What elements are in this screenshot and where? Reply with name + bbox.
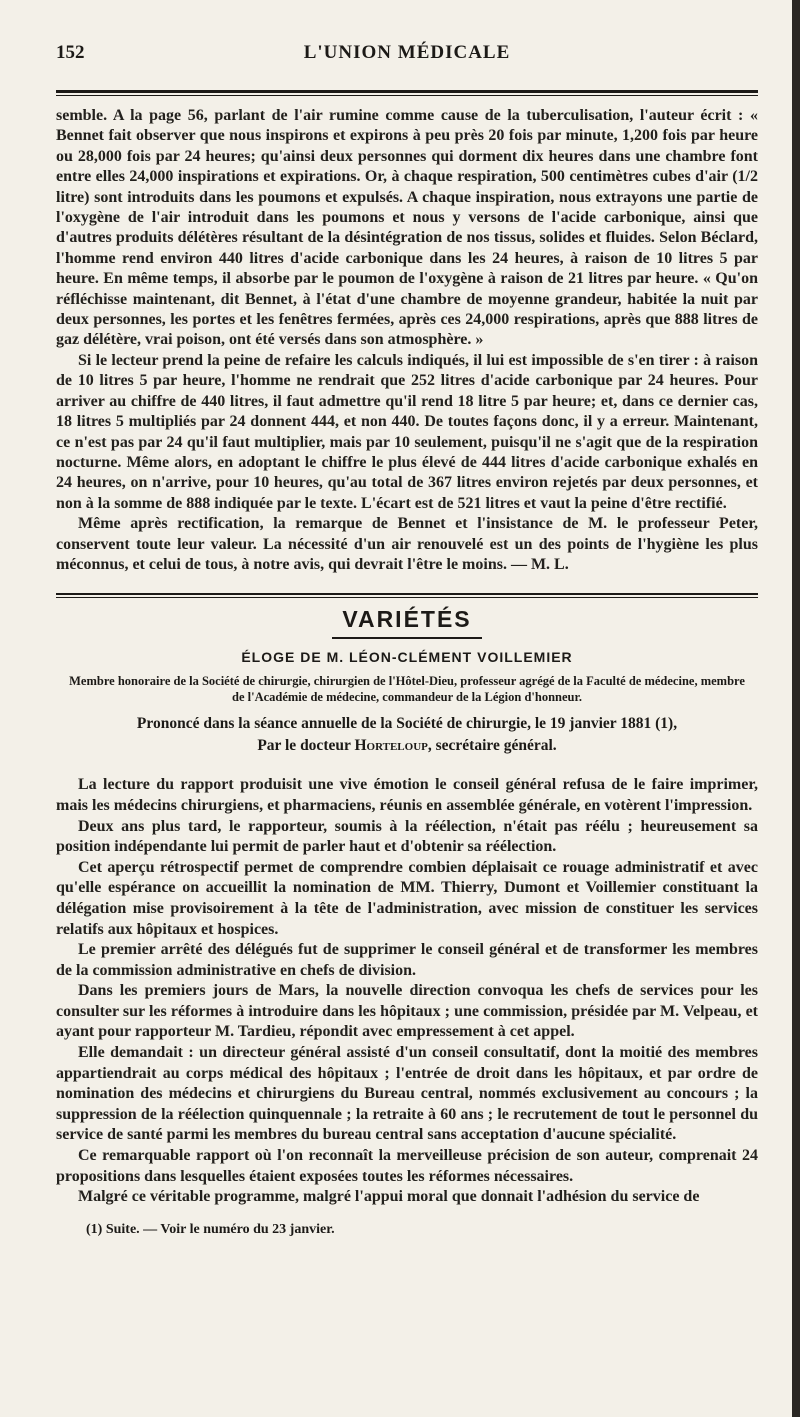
continuation-paragraph: semble. A la page 56, parlant de l'air rumine comme cause de la tuberculisation, l'auteur écrit : « Bennet fait observer que nous inspirons et expirons à peu près 20 fois par minute, 1,200 fois par heure ou 28,000 fois par 24 heures; qu'ainsi deux personnes qui dorment dix heures dans une chambre font entre elles 24,000 inspirations et expirations. Or, à chaque respiration, 500 centimètres cubes d'air (1/2 litre) sont introduits dans les poumons et expulsés. A chaque inspiration, nous extrayons une partie de l'oxygène de l'air introduit dans les poumons et nous y versons de l'acide carbonique, ainsi que d'autres produits délétères résultant de la désintégration de nos tissus, solides et fluides. Selon Béclard, l'homme rend environ 440 litres d'acide carbonique dans les 24 heures, à raison de 10 litres 5 par heure. En même temps, il absorbe par le poumon de l'oxygène à raison de 21 litres par heure. « Qu'on réfléchisse maintenant, dit Bennet, à l'état d'une chambre de moyenne grandeur, habitée la nuit par deux personnes, les portes et les fenêtres fermées, après ces 24,000 respirations, après que 888 litres de gaz délétère, vrai poison, ont été versés dans son atmosphère. » — [56, 107, 758, 349]
continuation-paragraph: Même après rectification, la remarque de Bennet et l'insistance de M. le professeur Peter, conservent toute leur valeur. La nécessité d'un air renouvelé est un des points de l'hygiène les plus méconnus, et celui de tous, à notre avis, qui devrait l'être le moins. — M. L. — [56, 515, 758, 573]
author-line — [56, 735, 758, 757]
continuation-text — [56, 106, 758, 575]
article-paragraph: Elle demandait : un directeur général assisté d'un conseil consultatif, dont la moitié des membres appartiendrait au corps médical des hôpitaux ; l'entrée de droit dans les hôpitaux, et par ordre de nomination des médecins et chirurgiens du Bureau central, nommés exclusivement au concours ; la suppression de la réélection quinquennale ; la retraite à 60 ans ; le recrutement de tout le personnel du service de santé parmi les membres du bureau central sans acceptation d'aucune spécialité. — [56, 1044, 758, 1144]
article-paragraph: Deux ans plus tard, le rapporteur, soumis à la réélection, n'était pas réélu ; heureusement sa position indépendante lui permit de parler haut et d'obtenir sa réélection. — [56, 817, 758, 856]
header-rule — [56, 90, 758, 96]
author-name: Horteloup — [354, 737, 428, 755]
article-paragraph: Ce remarquable rapport où l'on reconnaît la merveilleuse précision de son auteur, comprenait 24 propositions dans lesquelles étaient exposées toutes les réformes nécessaires. — [56, 1147, 758, 1185]
section-title: VARIÉTÉS — [342, 606, 472, 633]
page-header — [56, 42, 758, 82]
running-title: L'UNION MÉDICALE — [303, 42, 511, 63]
delivered-line: Prononcé dans la séance annuelle de la Société de chirurgie, le 19 janvier 1881 (1), — [136, 715, 678, 733]
article-paragraph: Dans les premiers jours de Mars, la nouvelle direction convoqua les chefs de services pour les consulter sur les réformes à introduire dans les hôpitaux ; une commission, présidée par M. Velpeau, et ayant pour rapporteur M. Tardieu, répondit avec empressement à cet appel. — [56, 982, 758, 1041]
title-rule — [332, 637, 482, 639]
article-paragraph: La lecture du rapport produisit une vive émotion le conseil général refusa de le faire imprimer, mais les médecins chirurgiens, et pharmaciens, réunis en assemblée générale, en votèrent l'impression. — [56, 776, 758, 814]
article-paragraph: Le premier arrêté des délégués fut de supprimer le conseil général et de transformer les membres de la commission administrative en chefs de division. — [56, 941, 758, 979]
author-suffix: , secrétaire général. — [427, 737, 557, 755]
section-divider — [56, 593, 758, 598]
article-subject: Membre honoraire de la Société de chirurgie, chirurgien de l'Hôtel-Dieu, professeur agrégé de la Faculté de médecine, membre de l'Académie de médecine, commandeur de la Légion d'honneur. — [69, 674, 745, 705]
author-prefix: Par le docteur — [257, 737, 355, 755]
footnote: (1) Suite. — Voir le numéro du 23 janvier. — [86, 1221, 335, 1237]
article-text — [56, 775, 758, 1207]
article-paragraph: Malgré ce véritable programme, malgré l'appui moral que donnait l'adhésion du service de — [78, 1188, 700, 1206]
page-number: 152 — [56, 42, 85, 63]
article-paragraph: Cet aperçu rétrospectif permet de comprendre combien déplaisait ce rouage administratif et avec qu'elle espérance on accueillit la nomination de MM. Thierry, Dumont et Voillemier constituant la délégation mise provisoirement à la tête de l'administration, avec mission de constituer les services relatifs aux hôpitaux et hospices. — [56, 858, 758, 938]
continuation-paragraph: Si le lecteur prend la peine de refaire les calculs indiqués, il lui est impossible de s'en tirer : à raison de 10 litres 5 par heure, l'homme ne rendrait que 252 litres d'acide carbonique par 24 heures. Pour arriver au chiffre de 440 litres, il faut admettre qu'il rend 18 litre 5 par heure; et, dans ce dernier cas, 18 litres 5 multipliés par 24 donnent 444, et non 440. De toutes façons donc, il y a erreur. Maintenant, ce n'est pas par 24 qu'il faut multiplier, mais par 10 seulement, puisqu'il ne s'agit que de la respiration nocturne. Même alors, en adoptant le chiffre le plus élevé de 444 litres d'acide carbonique exhalés en 24 heures, on n'arrive, pour 10 heures, qu'au total de 367 litres environ rejetés par deux personnes, et non à la somme de 888 indiquée par le texte. L'écart est de 521 litres et vaut la peine d'être rectifié. — [56, 351, 758, 512]
article-title: ÉLOGE DE M. LÉON-CLÉMENT VOILLEMIER — [241, 649, 573, 666]
